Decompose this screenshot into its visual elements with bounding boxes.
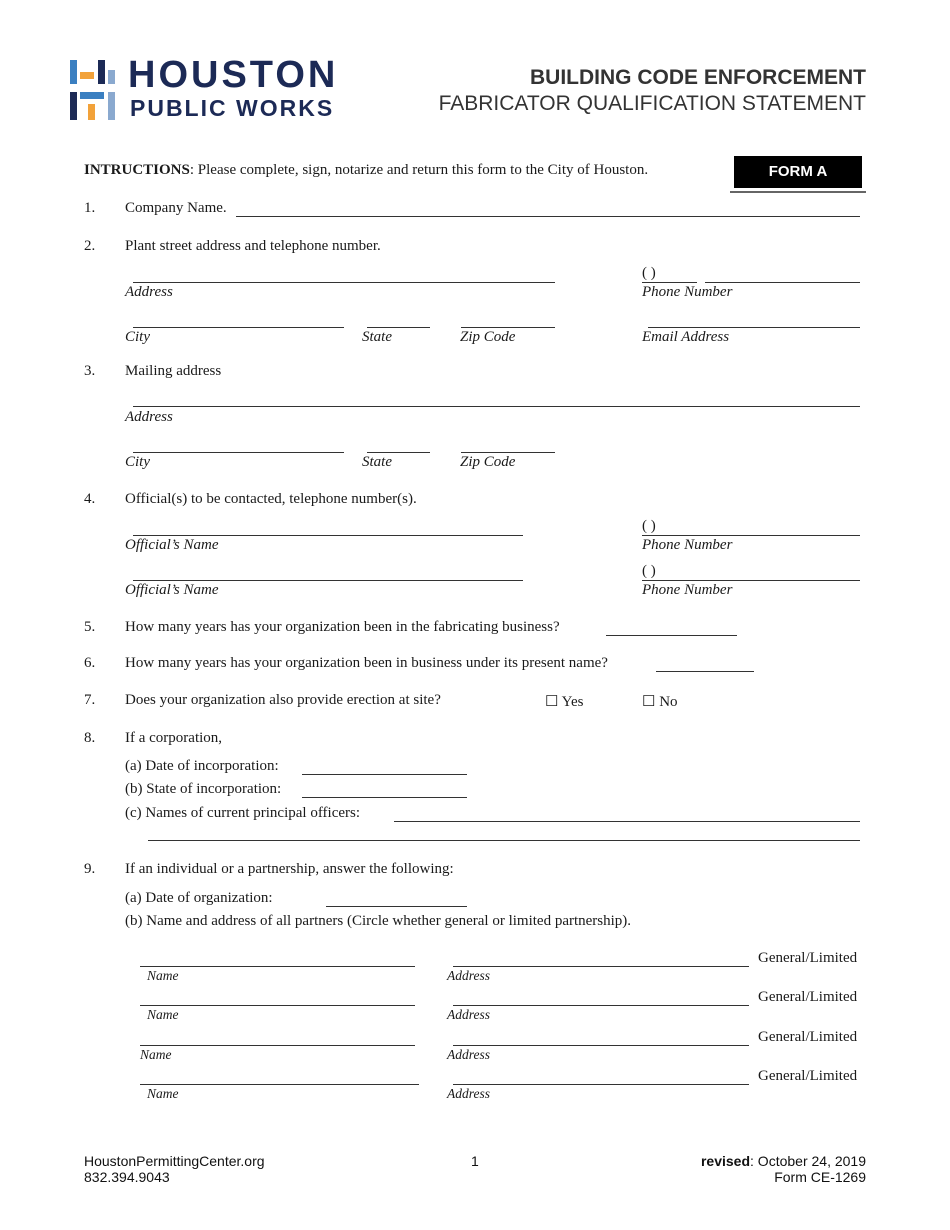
- address-caption: Address: [447, 1086, 490, 1101]
- official-name-field-1[interactable]: [133, 535, 523, 536]
- official-phone-field-2[interactable]: [642, 580, 860, 581]
- logo-text-houston: HOUSTON: [128, 54, 339, 96]
- partner-name-field[interactable]: [140, 1005, 415, 1006]
- state-caption: State: [362, 329, 392, 345]
- footer-phone: 832.394.9043: [84, 1169, 170, 1185]
- zip-caption: Zip Code: [460, 454, 516, 470]
- item-number: 7.: [84, 692, 96, 708]
- instructions: [84, 162, 648, 179]
- general-limited-option[interactable]: General/Limited: [758, 950, 858, 966]
- mailing-address-label: Mailing address: [125, 363, 222, 379]
- partners-label: (b) Name and address of all partners (Circle whether general or limited partnership).: [125, 913, 632, 929]
- address-caption: Address: [125, 409, 173, 425]
- phone-caption: Phone Number: [642, 537, 733, 553]
- partner-name-field[interactable]: [140, 966, 415, 967]
- state-caption: State: [362, 454, 392, 470]
- fabricating-years-field[interactable]: [606, 635, 737, 636]
- phone-area-code: ( ): [642, 563, 656, 579]
- partner-address-field[interactable]: [453, 1005, 749, 1006]
- item-number: 8.: [84, 730, 96, 746]
- plant-area-code-field[interactable]: [642, 282, 697, 283]
- officials-label: Official(s) to be contacted, telephone number(s).: [125, 491, 417, 507]
- item-number: 2.: [84, 238, 96, 254]
- name-caption: Name: [147, 1086, 179, 1101]
- official-name-caption: Official’s Name: [125, 582, 219, 598]
- item-number: 9.: [84, 861, 96, 877]
- plant-address-field[interactable]: [133, 282, 555, 283]
- company-name-label: Company Name.: [125, 200, 227, 216]
- organization-date-label: (a) Date of organization:: [125, 890, 273, 906]
- name-caption: Name: [147, 1007, 179, 1022]
- principal-officers-field-line-2[interactable]: [148, 840, 860, 841]
- incorporation-state-field[interactable]: [302, 797, 467, 798]
- instructions-text: : Please complete, sign, notarize and return this form to the City of Houston.: [189, 162, 649, 178]
- incorporation-state-label: (b) State of incorporation:: [125, 781, 282, 797]
- address-caption: Address: [125, 284, 173, 300]
- mailing-city-field[interactable]: [133, 452, 344, 453]
- principal-officers-field[interactable]: [394, 821, 860, 822]
- item-number: 1.: [84, 200, 96, 216]
- partner-address-field[interactable]: [453, 966, 749, 967]
- address-caption: Address: [447, 1047, 490, 1062]
- fabricating-years-label: How many years has your organization been in the fabricating business?: [125, 619, 560, 635]
- plant-email-field[interactable]: [648, 327, 860, 328]
- present-name-years-label: How many years has your organization been in business under its present name?: [125, 655, 608, 671]
- form-badge-underline: [730, 191, 866, 193]
- present-name-years-field[interactable]: [656, 671, 754, 672]
- item-number: 3.: [84, 363, 96, 379]
- organization-date-field[interactable]: [326, 906, 467, 907]
- item-number: 6.: [84, 655, 96, 671]
- plant-city-field[interactable]: [133, 327, 344, 328]
- revised-date: : October 24, 2019: [750, 1153, 866, 1169]
- phone-area-code: ( ): [642, 265, 656, 281]
- city-caption: City: [125, 329, 150, 345]
- principal-officers-label: (c) Names of current principal officers:: [125, 805, 361, 821]
- revised-label: revised: [700, 1153, 751, 1169]
- incorporation-date-field[interactable]: [302, 774, 467, 775]
- footer-website: HoustonPermittingCenter.org: [84, 1153, 265, 1169]
- item-number: 5.: [84, 619, 96, 635]
- email-caption: Email Address: [642, 329, 730, 345]
- page-title: BUILDING CODE ENFORCEMENT: [530, 66, 866, 89]
- erection-label: Does your organization also provide erection at site?: [125, 692, 441, 708]
- erection-yes-checkbox[interactable]: ☐ Yes: [545, 694, 584, 710]
- general-limited-option[interactable]: General/Limited: [758, 1068, 858, 1084]
- name-caption: Name: [140, 1047, 172, 1062]
- address-caption: Address: [447, 968, 490, 983]
- mailing-address-field[interactable]: [133, 406, 860, 407]
- phone-area-code: ( ): [642, 518, 656, 534]
- logo-mark-icon: [70, 60, 120, 124]
- general-limited-option[interactable]: General/Limited: [758, 1029, 858, 1045]
- name-caption: Name: [147, 968, 179, 983]
- official-phone-field-1[interactable]: [642, 535, 860, 536]
- official-name-field-2[interactable]: [133, 580, 523, 581]
- incorporation-date-label: (a) Date of incorporation:: [125, 758, 279, 774]
- form-badge: FORM A: [734, 156, 862, 188]
- instructions-label: INTRUCTIONS: [84, 162, 190, 178]
- city-caption: City: [125, 454, 150, 470]
- address-caption: Address: [447, 1007, 490, 1022]
- page-subtitle: FABRICATOR QUALIFICATION STATEMENT: [438, 92, 866, 115]
- mailing-zip-field[interactable]: [461, 452, 555, 453]
- footer-form-number: Form CE-1269: [774, 1169, 866, 1185]
- partner-address-field[interactable]: [453, 1045, 749, 1046]
- mailing-state-field[interactable]: [367, 452, 430, 453]
- phone-caption: Phone Number: [642, 582, 733, 598]
- partner-name-field[interactable]: [140, 1045, 415, 1046]
- plant-address-label: Plant street address and telephone number.: [125, 238, 381, 254]
- item-number: 4.: [84, 491, 96, 507]
- plant-phone-field[interactable]: [705, 282, 860, 283]
- partner-name-field[interactable]: [140, 1084, 419, 1085]
- corporation-label: If a corporation,: [125, 730, 223, 746]
- general-limited-option[interactable]: General/Limited: [758, 989, 858, 1005]
- partnership-label: If an individual or a partnership, answer the following:: [125, 861, 454, 877]
- houston-public-works-logo: [70, 54, 370, 124]
- logo-text-public-works: PUBLIC WORKS: [130, 95, 335, 121]
- official-name-caption: Official’s Name: [125, 537, 219, 553]
- partner-address-field[interactable]: [453, 1084, 749, 1085]
- company-name-field[interactable]: [236, 216, 860, 217]
- plant-state-field[interactable]: [367, 327, 430, 328]
- erection-no-checkbox[interactable]: ☐ No: [642, 694, 678, 710]
- phone-caption: Phone Number: [642, 284, 733, 300]
- page-number: 1: [471, 1153, 479, 1169]
- plant-zip-field[interactable]: [461, 327, 555, 328]
- footer-revised: [701, 1153, 866, 1169]
- zip-caption: Zip Code: [460, 329, 516, 345]
